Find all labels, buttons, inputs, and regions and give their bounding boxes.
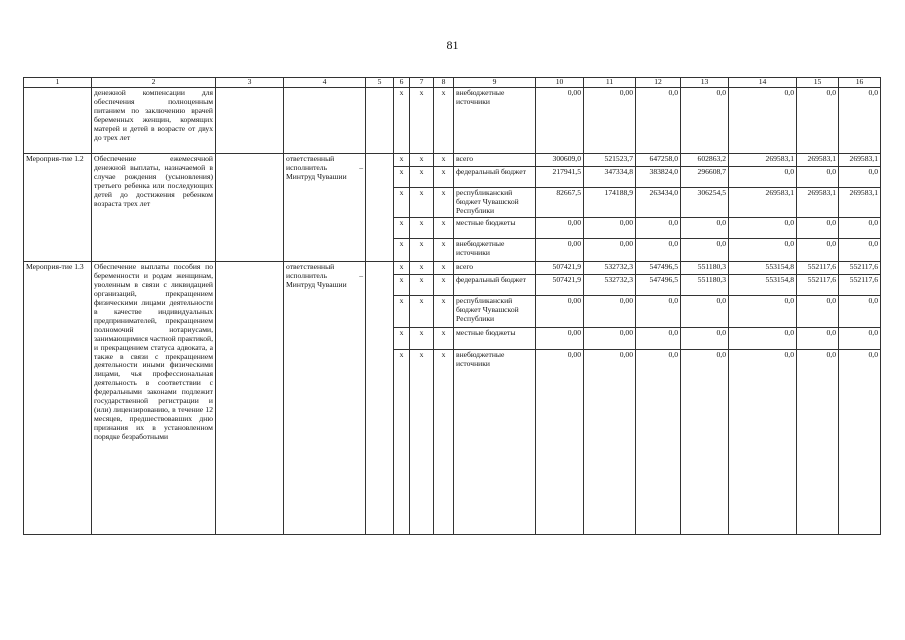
- value-cell: 0,0: [729, 88, 797, 154]
- col8-cell: x: [434, 218, 454, 239]
- column-header: 13: [681, 78, 729, 88]
- funding-source-cell: внебюджетные источники: [454, 88, 536, 154]
- column-header: 4: [284, 78, 366, 88]
- value-cell: 269583,1: [729, 154, 797, 167]
- col6-cell: x: [394, 218, 410, 239]
- column-header: 7: [410, 78, 434, 88]
- value-cell: 507421,9: [536, 275, 584, 296]
- value-cell: 521523,7: [584, 154, 636, 167]
- measure-label-cell: Мероприя-тие 1.3: [24, 262, 92, 535]
- col7-cell: x: [410, 167, 434, 188]
- funding-source-cell: внебюджетные источники: [454, 350, 536, 535]
- measure-description-cell: денежной компенсации для обеспечения полноценным питанием по заключению врачей беременных женщин, кормящих матерей и детей в возрасте от двух до трех лет: [92, 88, 216, 154]
- value-cell: 0,00: [536, 296, 584, 328]
- column-header: 5: [366, 78, 394, 88]
- value-cell: 0,0: [729, 350, 797, 535]
- column-header: 2: [92, 78, 216, 88]
- funding-source-cell: местные бюджеты: [454, 328, 536, 350]
- value-cell: 347334,8: [584, 167, 636, 188]
- value-cell: 0,0: [681, 218, 729, 239]
- value-cell: 174188,9: [584, 188, 636, 218]
- col8-cell: x: [434, 328, 454, 350]
- value-cell: 0,0: [729, 239, 797, 262]
- funding-source-cell: республиканский бюджет Чувашской Республики: [454, 188, 536, 218]
- value-cell: 552117,6: [797, 275, 839, 296]
- col6-cell: x: [394, 188, 410, 218]
- empty-cell: [366, 88, 394, 154]
- value-cell: 551180,3: [681, 275, 729, 296]
- col7-cell: x: [410, 350, 434, 535]
- col8-cell: x: [434, 154, 454, 167]
- value-cell: 0,00: [584, 350, 636, 535]
- value-cell: 0,00: [584, 296, 636, 328]
- value-cell: 0,0: [797, 350, 839, 535]
- column-header: 1: [24, 78, 92, 88]
- col6-cell: x: [394, 88, 410, 154]
- measure-label-cell: [24, 88, 92, 154]
- col7-cell: x: [410, 88, 434, 154]
- value-cell: 552117,6: [797, 262, 839, 275]
- column-header: 15: [797, 78, 839, 88]
- value-cell: 269583,1: [839, 154, 881, 167]
- measure-description-cell: Обеспечение выплаты пособия по беременности и родам женщинам, уволенным в связи с ликвидацией организаций, прекращением физическими лицами деятельности в качестве индивидуальных предпринимателей, прекращением полномочий нотариусами, занимающимися частной практикой, и прекращением статуса адвоката, а также в связи с прекращением деятельности иными физическими лицами, чья профессиональная деятельность в соответствии с федеральными законами подлежит государственной регистрации и (или) лицензированию, в течение 12 месяцев, предшествовавших дню признания их в установленном порядке безработными: [92, 262, 216, 535]
- value-cell: 552117,6: [839, 262, 881, 275]
- value-cell: 0,00: [536, 88, 584, 154]
- col6-cell: x: [394, 296, 410, 328]
- header-row: [24, 78, 881, 88]
- value-cell: 217941,5: [536, 167, 584, 188]
- col7-cell: x: [410, 154, 434, 167]
- col6-cell: x: [394, 154, 410, 167]
- value-cell: 383824,0: [636, 167, 681, 188]
- funding-source-cell: всего: [454, 262, 536, 275]
- value-cell: 0,00: [584, 218, 636, 239]
- value-cell: 0,0: [729, 296, 797, 328]
- funding-source-cell: республиканский бюджет Чувашской Республики: [454, 296, 536, 328]
- budget-table: [23, 77, 881, 535]
- empty-cell: [216, 154, 284, 262]
- value-cell: 0,0: [839, 218, 881, 239]
- col6-cell: x: [394, 167, 410, 188]
- executor-cell: ответственный исполнитель – Минтруд Чувашии: [284, 262, 366, 535]
- funding-source-cell: федеральный бюджет: [454, 167, 536, 188]
- value-cell: 0,0: [839, 350, 881, 535]
- empty-cell: [216, 262, 284, 535]
- value-cell: 0,0: [839, 328, 881, 350]
- col7-cell: x: [410, 275, 434, 296]
- column-header: 8: [434, 78, 454, 88]
- col8-cell: x: [434, 239, 454, 262]
- value-cell: 0,00: [584, 88, 636, 154]
- value-cell: 0,00: [536, 239, 584, 262]
- value-cell: 532732,3: [584, 262, 636, 275]
- funding-source-cell: всего: [454, 154, 536, 167]
- value-cell: 269583,1: [729, 188, 797, 218]
- value-cell: 0,0: [797, 218, 839, 239]
- value-cell: 0,0: [729, 328, 797, 350]
- col8-cell: x: [434, 350, 454, 535]
- value-cell: 552117,6: [839, 275, 881, 296]
- column-header: 11: [584, 78, 636, 88]
- value-cell: 0,0: [636, 88, 681, 154]
- column-header: 9: [454, 78, 536, 88]
- value-cell: 0,0: [636, 350, 681, 535]
- value-cell: 0,0: [681, 328, 729, 350]
- value-cell: 0,0: [636, 218, 681, 239]
- col8-cell: x: [434, 296, 454, 328]
- col7-cell: x: [410, 296, 434, 328]
- value-cell: 0,0: [839, 296, 881, 328]
- column-header: 10: [536, 78, 584, 88]
- value-cell: 0,00: [584, 328, 636, 350]
- funding-source-cell: внебюджетные источники: [454, 239, 536, 262]
- value-cell: 551180,3: [681, 262, 729, 275]
- value-cell: 0,0: [729, 167, 797, 188]
- value-cell: 547496,5: [636, 262, 681, 275]
- value-cell: 0,0: [797, 167, 839, 188]
- col8-cell: x: [434, 167, 454, 188]
- funding-source-cell: местные бюджеты: [454, 218, 536, 239]
- value-cell: 0,00: [536, 328, 584, 350]
- value-cell: 0,0: [839, 88, 881, 154]
- value-cell: 0,0: [681, 296, 729, 328]
- col8-cell: x: [434, 88, 454, 154]
- col6-cell: x: [394, 262, 410, 275]
- value-cell: 0,00: [536, 218, 584, 239]
- col6-cell: x: [394, 350, 410, 535]
- value-cell: 269583,1: [839, 188, 881, 218]
- col7-cell: x: [410, 218, 434, 239]
- value-cell: 553154,8: [729, 262, 797, 275]
- value-cell: 263434,0: [636, 188, 681, 218]
- value-cell: 0,0: [636, 296, 681, 328]
- measure-description-cell: Обеспечение ежемесячной денежной выплаты, назначаемой в случае рождения (усыновления) третьего ребенка или последующих детей до достижения ребенком возраста трех лет: [92, 154, 216, 262]
- empty-cell: [366, 262, 394, 535]
- column-header: 12: [636, 78, 681, 88]
- col7-cell: x: [410, 188, 434, 218]
- column-header: 3: [216, 78, 284, 88]
- value-cell: 0,0: [797, 296, 839, 328]
- measure-label-cell: Мероприя-тие 1.2: [24, 154, 92, 262]
- value-cell: 0,0: [797, 328, 839, 350]
- column-header: 16: [839, 78, 881, 88]
- value-cell: 0,00: [584, 239, 636, 262]
- col8-cell: x: [434, 188, 454, 218]
- col7-cell: x: [410, 239, 434, 262]
- table-row: [24, 88, 881, 154]
- empty-cell: [366, 154, 394, 262]
- value-cell: 507421,9: [536, 262, 584, 275]
- funding-source-cell: федеральный бюджет: [454, 275, 536, 296]
- value-cell: 0,0: [636, 239, 681, 262]
- value-cell: 0,0: [839, 239, 881, 262]
- value-cell: 269583,1: [797, 188, 839, 218]
- value-cell: 553154,8: [729, 275, 797, 296]
- col7-cell: x: [410, 328, 434, 350]
- col8-cell: x: [434, 275, 454, 296]
- value-cell: 0,0: [797, 88, 839, 154]
- value-cell: 602863,2: [681, 154, 729, 167]
- table-row: [24, 154, 881, 167]
- value-cell: 532732,3: [584, 275, 636, 296]
- value-cell: 0,00: [536, 350, 584, 535]
- value-cell: 0,0: [681, 239, 729, 262]
- executor-cell: ответственный исполнитель – Минтруд Чувашии: [284, 154, 366, 262]
- executor-cell: [284, 88, 366, 154]
- col7-cell: x: [410, 262, 434, 275]
- col6-cell: x: [394, 275, 410, 296]
- column-header: 14: [729, 78, 797, 88]
- col6-cell: x: [394, 328, 410, 350]
- value-cell: 0,0: [681, 350, 729, 535]
- value-cell: 0,0: [839, 167, 881, 188]
- value-cell: 647258,0: [636, 154, 681, 167]
- value-cell: 547496,5: [636, 275, 681, 296]
- value-cell: 300609,0: [536, 154, 584, 167]
- column-header: 6: [394, 78, 410, 88]
- col6-cell: x: [394, 239, 410, 262]
- value-cell: 0,0: [636, 328, 681, 350]
- col8-cell: x: [434, 262, 454, 275]
- value-cell: 306254,5: [681, 188, 729, 218]
- page-number: 81: [446, 38, 459, 52]
- value-cell: 0,0: [797, 239, 839, 262]
- value-cell: 0,0: [681, 88, 729, 154]
- value-cell: 296608,7: [681, 167, 729, 188]
- value-cell: 82667,5: [536, 188, 584, 218]
- empty-cell: [216, 88, 284, 154]
- value-cell: 269583,1: [797, 154, 839, 167]
- table-row: [24, 262, 881, 275]
- value-cell: 0,0: [729, 218, 797, 239]
